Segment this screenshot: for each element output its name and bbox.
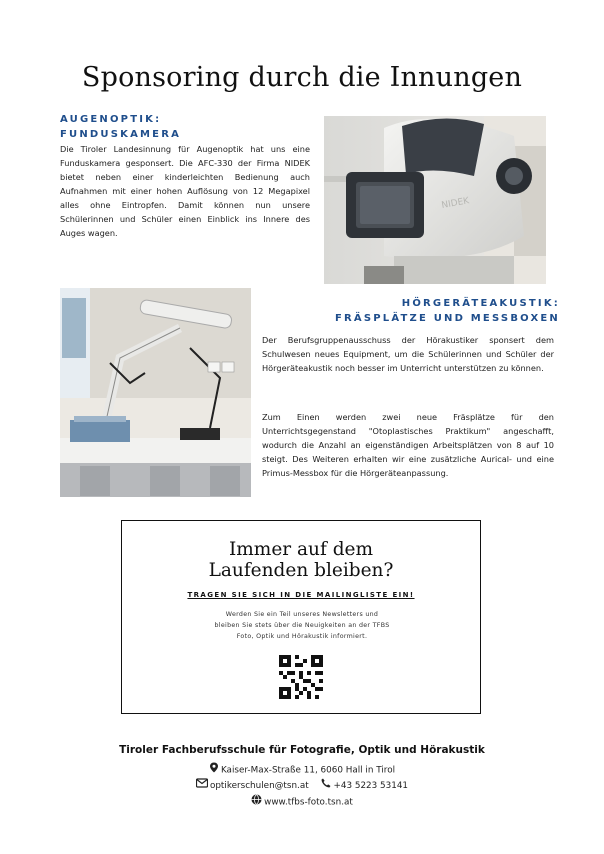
newsletter-text-line1: Werden Sie ein Teil unseres Newsletters und — [225, 611, 379, 618]
newsletter-heading-line1: Immer auf dem — [228, 539, 374, 560]
newsletter-heading — [122, 539, 480, 581]
newsletter-text-line3: Foto, Optik und Hörakustik informiert. — [236, 633, 368, 640]
fraesplatz-photo — [60, 288, 251, 497]
svg-text:NIDEK: NIDEK — [440, 196, 471, 211]
section-hoergeraeteakustik-paragraph2: Zum Einen werden zwei neue Fräsplätze für den Unterrichtsgegenstand "Otoplastisches Praktikum" angeschafft, wodurch die Anzahl an eigenständigen Arbeitsplätzen von 8 auf 10 steigt. Des Weiteren erhalten wir eine zusätzliche Aurical- und eine Primus-Messbox für die Hörgeräteanpassung. — [262, 412, 554, 478]
footer-phone[interactable]: +43 5223 53141 — [333, 781, 409, 791]
section-heading-line1: AUGENOPTIK: — [60, 114, 162, 125]
section-hoergeraeteakustik-paragraph1: Der Berufsgruppenausschuss der Hörakustiker sponsert dem Schulwesen neues Equipment, um die Schülerinnen und Schüler der Hörgeräteakustik noch besser im Unterricht unterstützen zu können. — [262, 335, 554, 373]
footer-contact-line — [0, 778, 604, 792]
newsletter-text-line2: bleiben Sie stets über die Neuigkeiten an der TFBS — [214, 622, 390, 629]
page-title: Sponsoring durch die Innungen — [81, 62, 523, 93]
newsletter-cta[interactable]: TRAGEN SIE SICH IN DIE MAILINGLISTE EIN! — [187, 591, 415, 599]
footer-website[interactable]: www.tfbs-foto.tsn.at — [264, 797, 353, 808]
footer-address: Kaiser-Max-Straße 11, 6060 Hall in Tirol — [220, 765, 396, 776]
newsletter-description — [182, 609, 422, 642]
footer-email[interactable]: optikerschulen@tsn.at — [209, 781, 309, 791]
phone-icon — [321, 778, 331, 793]
section-heading-line1: HÖRGERÄTEAKUSTIK: — [401, 298, 560, 309]
email-icon — [196, 778, 208, 793]
section-heading-line2: FRÄSPLÄTZE UND MESSBOXEN — [334, 313, 560, 324]
qr-code[interactable] — [279, 655, 323, 699]
newsletter-heading-line2: Laufenden bleiben? — [208, 560, 394, 581]
section-heading-line2: FUNDUSKAMERA — [60, 129, 182, 140]
location-icon — [209, 762, 219, 778]
footer-address-line — [0, 762, 604, 776]
section-augenoptik-text: Die Tiroler Landesinnung für Augenoptik hat uns eine Funduskamera gesponsert. Die AFC-330 der Firma NIDEK bietet neben einer kinderleichten Bedienung auch Aufnahmen mit einer hohen Auflösung von 12 Megapixel alles ohne Eintropfen. Damit können nun unsere Schülerinnen und Schüler einen Einblick ins Innere des Auges wagen. — [60, 144, 310, 238]
footer-website-line — [0, 794, 604, 808]
section-augenoptik-heading — [60, 112, 181, 142]
footer-school-name: Tiroler Fachberufsschule für Fotografie, Optik und Hörakustik — [119, 744, 485, 756]
globe-icon — [251, 794, 262, 810]
fundus-camera-photo — [324, 116, 546, 284]
newsletter-box — [121, 520, 481, 714]
section-hoergeraeteakustik-heading — [262, 296, 560, 326]
